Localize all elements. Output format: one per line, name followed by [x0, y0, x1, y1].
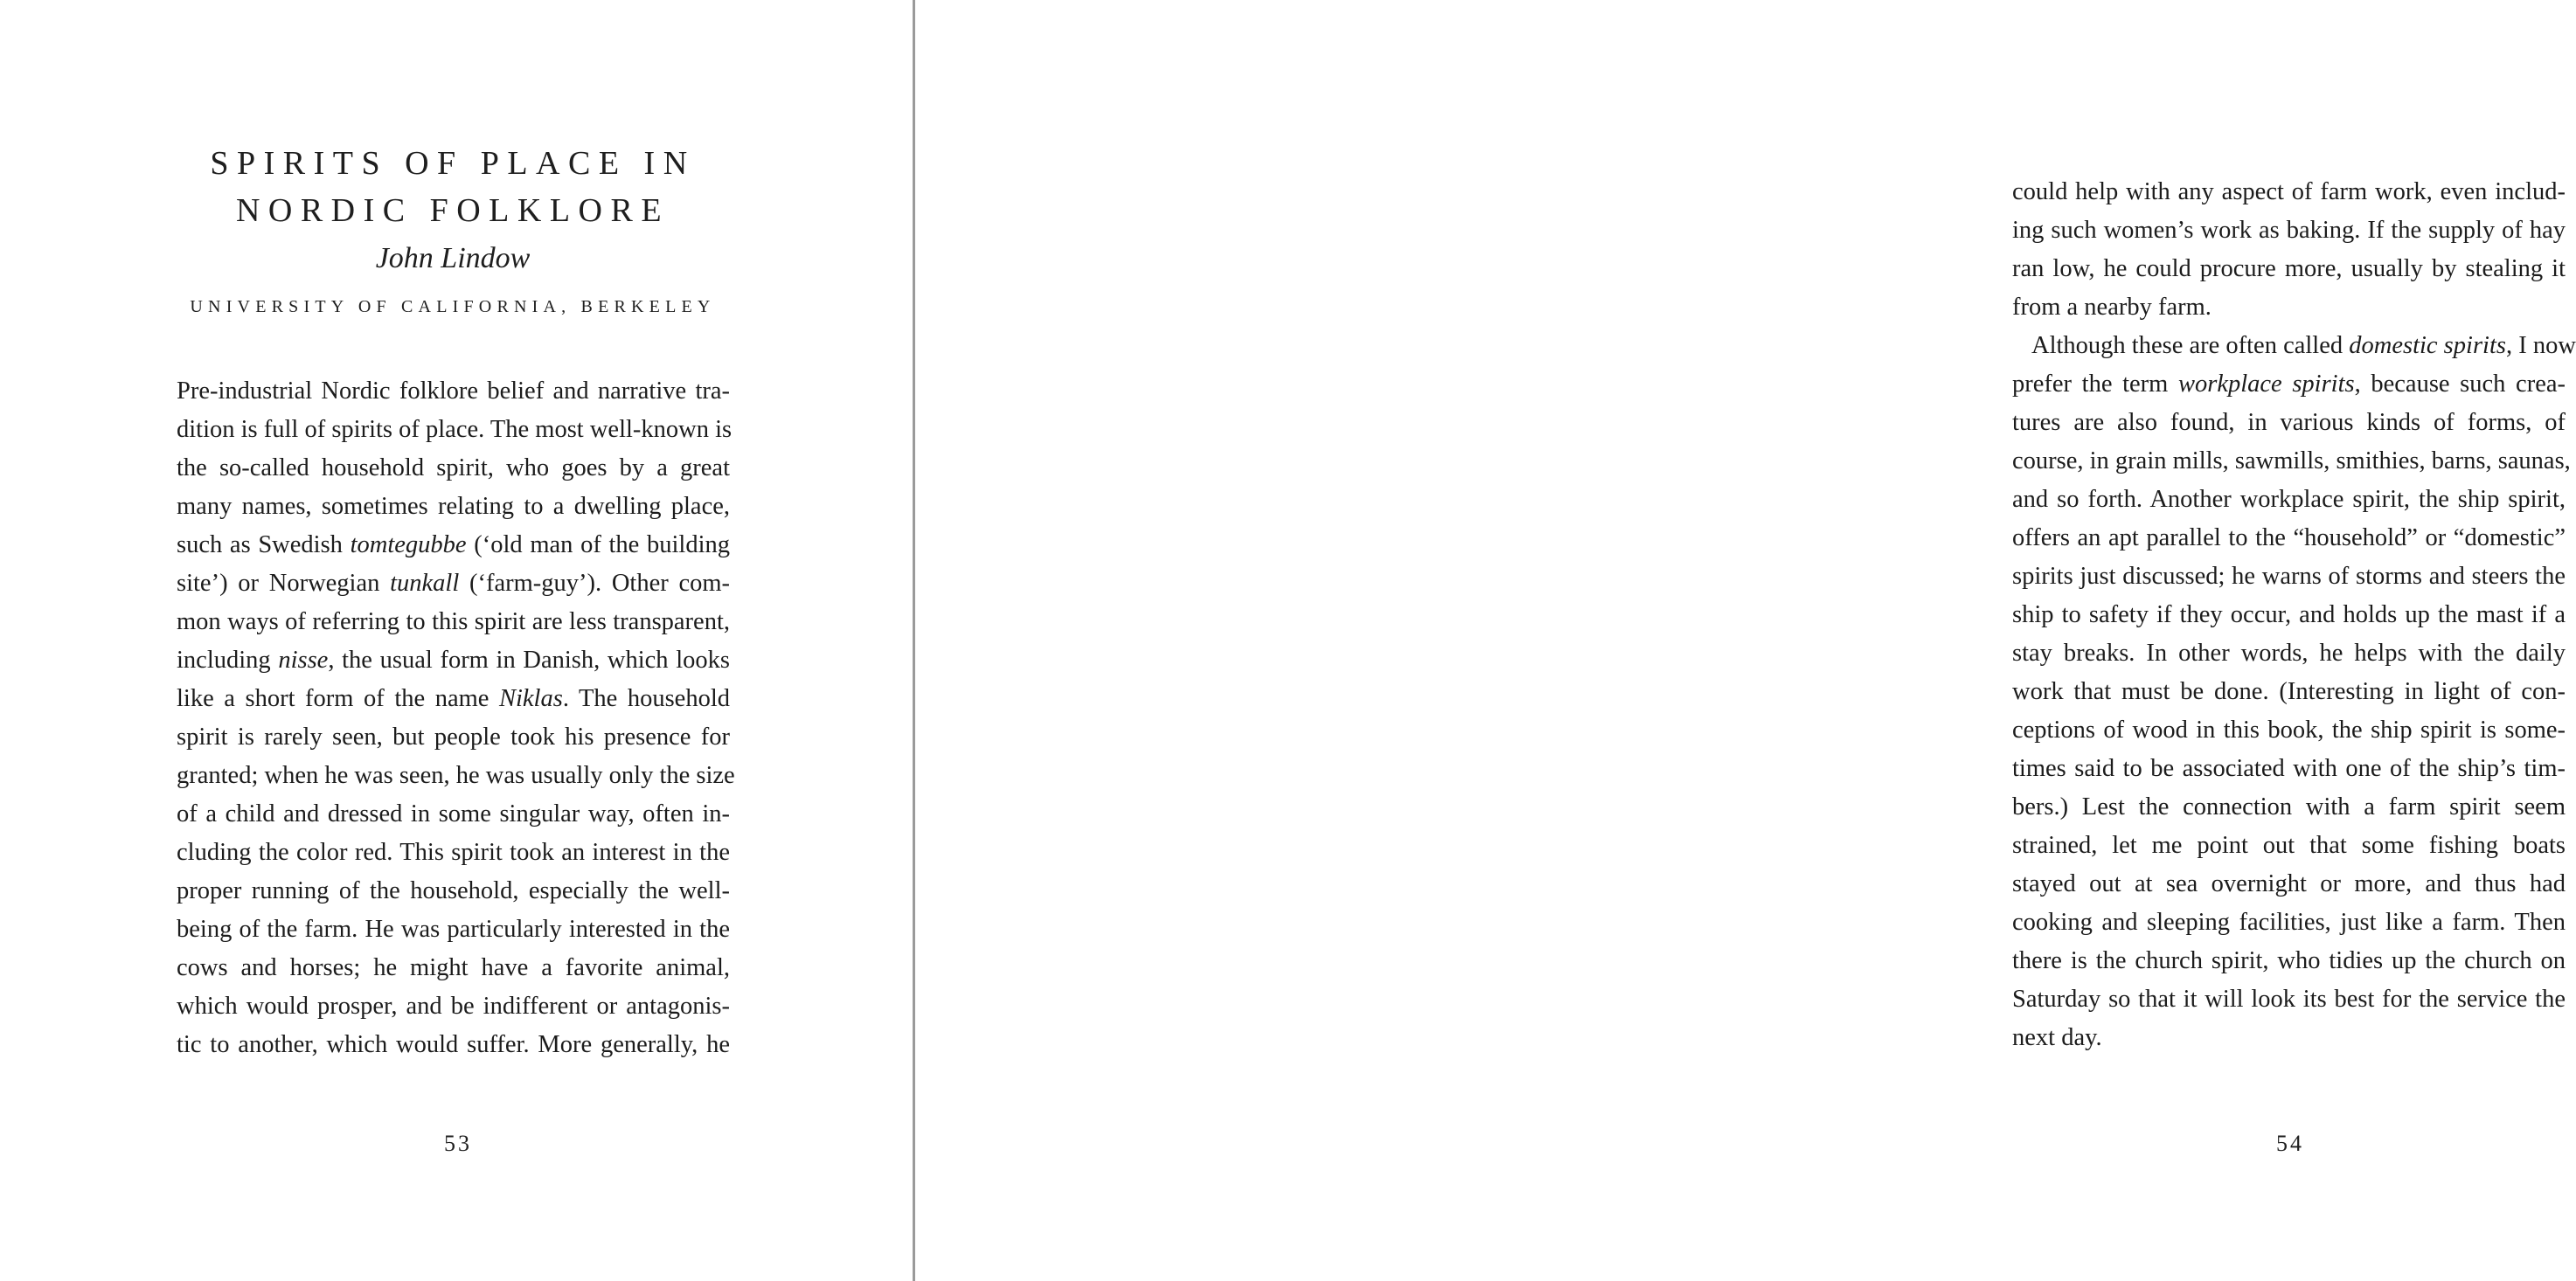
italic-term: tunkall [390, 570, 460, 597]
text-line [2012, 481, 2566, 519]
text-run: work that must be done. (Interesting in light of con- [2012, 678, 2566, 705]
text-run: of a child and dressed in some singular way, often in- [177, 800, 730, 827]
text-run: there is the church spirit, who tidies up the church on [2012, 947, 2566, 974]
text-line [2012, 1019, 2566, 1057]
text-line [2012, 980, 2566, 1019]
text-line [2012, 711, 2566, 750]
text-line [177, 795, 730, 834]
text-line [177, 949, 730, 987]
italic-term: Niklas [498, 685, 563, 712]
text-line [2012, 365, 2566, 404]
text-run: spirits just discussed; he warns of storms and steers the [2012, 563, 2566, 590]
text-run: , the usual form in Danish, which looks [328, 647, 730, 674]
text-line [2012, 327, 2576, 365]
text-run: Pre-industrial Nordic folklore belief and narrative tra- [177, 377, 730, 405]
text-line [2012, 288, 2566, 327]
left-page-body-text [177, 372, 735, 1064]
text-run: cows and horses; he might have a favorite animal, [177, 954, 730, 981]
chapter-heading [177, 140, 729, 319]
text-run: like a short form of the name [177, 685, 499, 712]
text-line [2012, 673, 2566, 711]
text-line [177, 872, 730, 911]
text-run: site’) or Norwegian [177, 570, 391, 597]
text-run: stay breaks. In other words, he helps with the daily [2012, 640, 2566, 667]
text-line [2012, 865, 2566, 904]
text-run: granted; when he was seen, he was usually only the size [177, 762, 735, 789]
text-run: dition is full of spirits of place. The most well-known is [177, 416, 733, 443]
right-page-body-text [2012, 173, 2576, 1057]
text-line [2012, 519, 2566, 557]
text-line [2012, 173, 2566, 211]
text-line [2012, 404, 2566, 442]
chapter-title-line-1: SPIRITS OF PLACE IN [210, 145, 696, 182]
text-run: and so forth. Another workplace spirit, the ship spirit, [2012, 486, 2566, 513]
text-run: cooking and sleeping facilities, just like a farm. Then [2012, 909, 2566, 936]
text-line [177, 757, 735, 795]
text-line [2012, 788, 2566, 827]
text-line [177, 641, 730, 680]
text-line [2012, 904, 2566, 942]
text-line [2012, 634, 2566, 673]
page-number-right: 54 [2276, 1131, 2304, 1156]
text-run: , because such crea- [2354, 370, 2566, 398]
text-run: including [177, 647, 279, 674]
text-line [2012, 442, 2571, 481]
text-line [177, 987, 730, 1026]
text-run: tures are also found, in various kinds of forms, of [2012, 409, 2566, 436]
text-run: could help with any aspect of farm work, even includ- [2012, 178, 2566, 205]
text-line [2012, 827, 2566, 865]
text-run: mon ways of referring to this spirit are less transparent, [177, 608, 730, 635]
right-page [916, 0, 2576, 1281]
text-line [177, 411, 733, 449]
text-line [177, 911, 730, 949]
text-run: Although these are often called [2031, 332, 2350, 359]
text-run: proper running of the household, especially the well- [177, 877, 730, 904]
text-run: Saturday so that it will look its best for the service the [2012, 986, 2566, 1013]
author-affiliation: UNIVERSITY OF CALIFORNIA, BERKELEY [190, 297, 716, 316]
text-line [177, 718, 730, 757]
text-line [177, 488, 730, 526]
text-line [2012, 211, 2566, 250]
text-run: ing such women’s work as baking. If the supply of hay [2012, 217, 2566, 244]
text-line [177, 1026, 730, 1064]
text-run: , I now [2505, 332, 2576, 359]
text-line [177, 564, 730, 603]
text-run: which would prosper, and be indifferent or antagonis- [177, 993, 730, 1020]
text-line [177, 526, 730, 564]
text-run: cluding the color red. This spirit took an interest in the [177, 839, 730, 866]
text-line [2012, 942, 2566, 980]
text-run: (‘farm-guy’). Other com- [459, 570, 730, 597]
text-run: bers.) Lest the connection with a farm spirit seem [2012, 793, 2566, 821]
text-run: ship to safety if they occur, and holds up the mast if a [2012, 601, 2566, 628]
text-run: next day. [2012, 1024, 2102, 1051]
author-name: John Lindow [375, 242, 531, 274]
page-gutter-divider [913, 0, 915, 1281]
text-line [2012, 596, 2566, 634]
italic-term: tomtegubbe [350, 531, 467, 558]
text-run: such as Swedish [177, 531, 351, 558]
text-run: the so-called household spirit, who goes by a great [177, 454, 730, 481]
text-line [2012, 750, 2566, 788]
left-page [0, 0, 913, 1281]
italic-term: domestic spirits [2349, 332, 2506, 359]
text-run: many names, sometimes relating to a dwelling place, [177, 493, 730, 520]
text-run: stayed out at sea overnight or more, and thus had [2012, 870, 2566, 897]
text-run: course, in grain mills, sawmills, smithies, barns, saunas, [2012, 447, 2571, 474]
italic-term: workplace spirits [2177, 370, 2355, 398]
text-run: being of the farm. He was particularly interested in the [177, 916, 730, 943]
text-line [2012, 250, 2566, 288]
italic-term: nisse [278, 647, 329, 674]
text-run: ceptions of wood in this book, the ship spirit is some- [2012, 717, 2566, 744]
text-line [177, 372, 730, 411]
text-line [2012, 557, 2566, 596]
text-line [177, 680, 730, 718]
text-run: ran low, he could procure more, usually by stealing it [2012, 255, 2566, 282]
text-run: times said to be associated with one of the ship’s tim- [2012, 755, 2566, 782]
text-run: from a nearby farm. [2012, 294, 2211, 321]
text-run: tic to another, which would suffer. More generally, he [177, 1031, 730, 1058]
text-line [177, 834, 730, 872]
text-run: . The household [562, 685, 731, 712]
text-run: spirit is rarely seen, but people took his presence for [177, 724, 730, 751]
chapter-title-line-2: NORDIC FOLKLORE [235, 192, 670, 229]
text-run: strained, let me point out that some fishing boats [2012, 832, 2566, 859]
page-number-left: 53 [444, 1131, 472, 1156]
text-run: (‘old man of the building [466, 531, 730, 558]
text-line [177, 603, 730, 641]
text-run: offers an apt parallel to the “household” or “domestic” [2012, 524, 2566, 551]
text-line [177, 449, 730, 488]
text-run: prefer the term [2012, 370, 2178, 398]
